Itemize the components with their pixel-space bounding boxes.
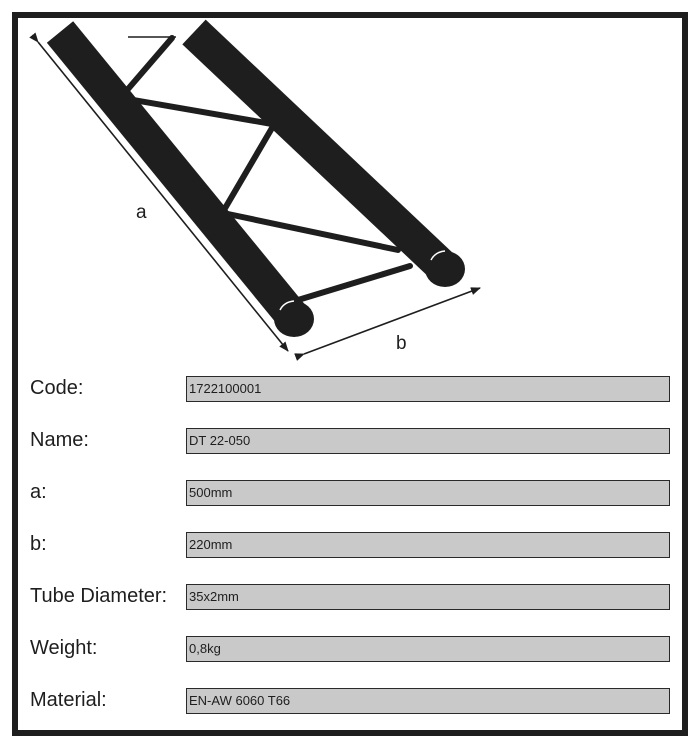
spec-label: a: bbox=[30, 481, 47, 503]
spec-row-weight bbox=[18, 634, 682, 674]
spec-sheet-frame bbox=[12, 12, 688, 736]
spec-value-field: 35x2mm bbox=[186, 584, 670, 610]
spec-label: Material: bbox=[30, 689, 107, 711]
spec-label: b: bbox=[30, 533, 47, 555]
dimension-a-label: a bbox=[136, 202, 147, 223]
left-chord-tube bbox=[60, 32, 314, 337]
spec-value-field: 220mm bbox=[186, 532, 670, 558]
spec-label: Weight: bbox=[30, 637, 98, 659]
spec-value-field: 0,8kg bbox=[186, 636, 670, 662]
spec-value-field: DT 22-050 bbox=[186, 428, 670, 454]
spec-value-field: 1722100001 bbox=[186, 376, 670, 402]
spec-label: Name: bbox=[30, 429, 89, 451]
spec-row-b bbox=[18, 530, 682, 570]
spec-value-field: 500mm bbox=[186, 480, 670, 506]
spec-row-material bbox=[18, 686, 682, 726]
spec-value-field: EN-AW 6060 T66 bbox=[186, 688, 670, 714]
spec-label: Code: bbox=[30, 377, 84, 399]
spec-row-a bbox=[18, 478, 682, 518]
dimension-b bbox=[304, 288, 480, 354]
spec-row-name bbox=[18, 426, 682, 466]
dimension-b-label: b bbox=[396, 333, 407, 354]
truss-drawing bbox=[18, 18, 682, 368]
spec-label: Tube Diameter: bbox=[30, 585, 168, 607]
spec-row-code bbox=[18, 374, 682, 414]
spec-row-tube-diameter bbox=[18, 582, 682, 622]
